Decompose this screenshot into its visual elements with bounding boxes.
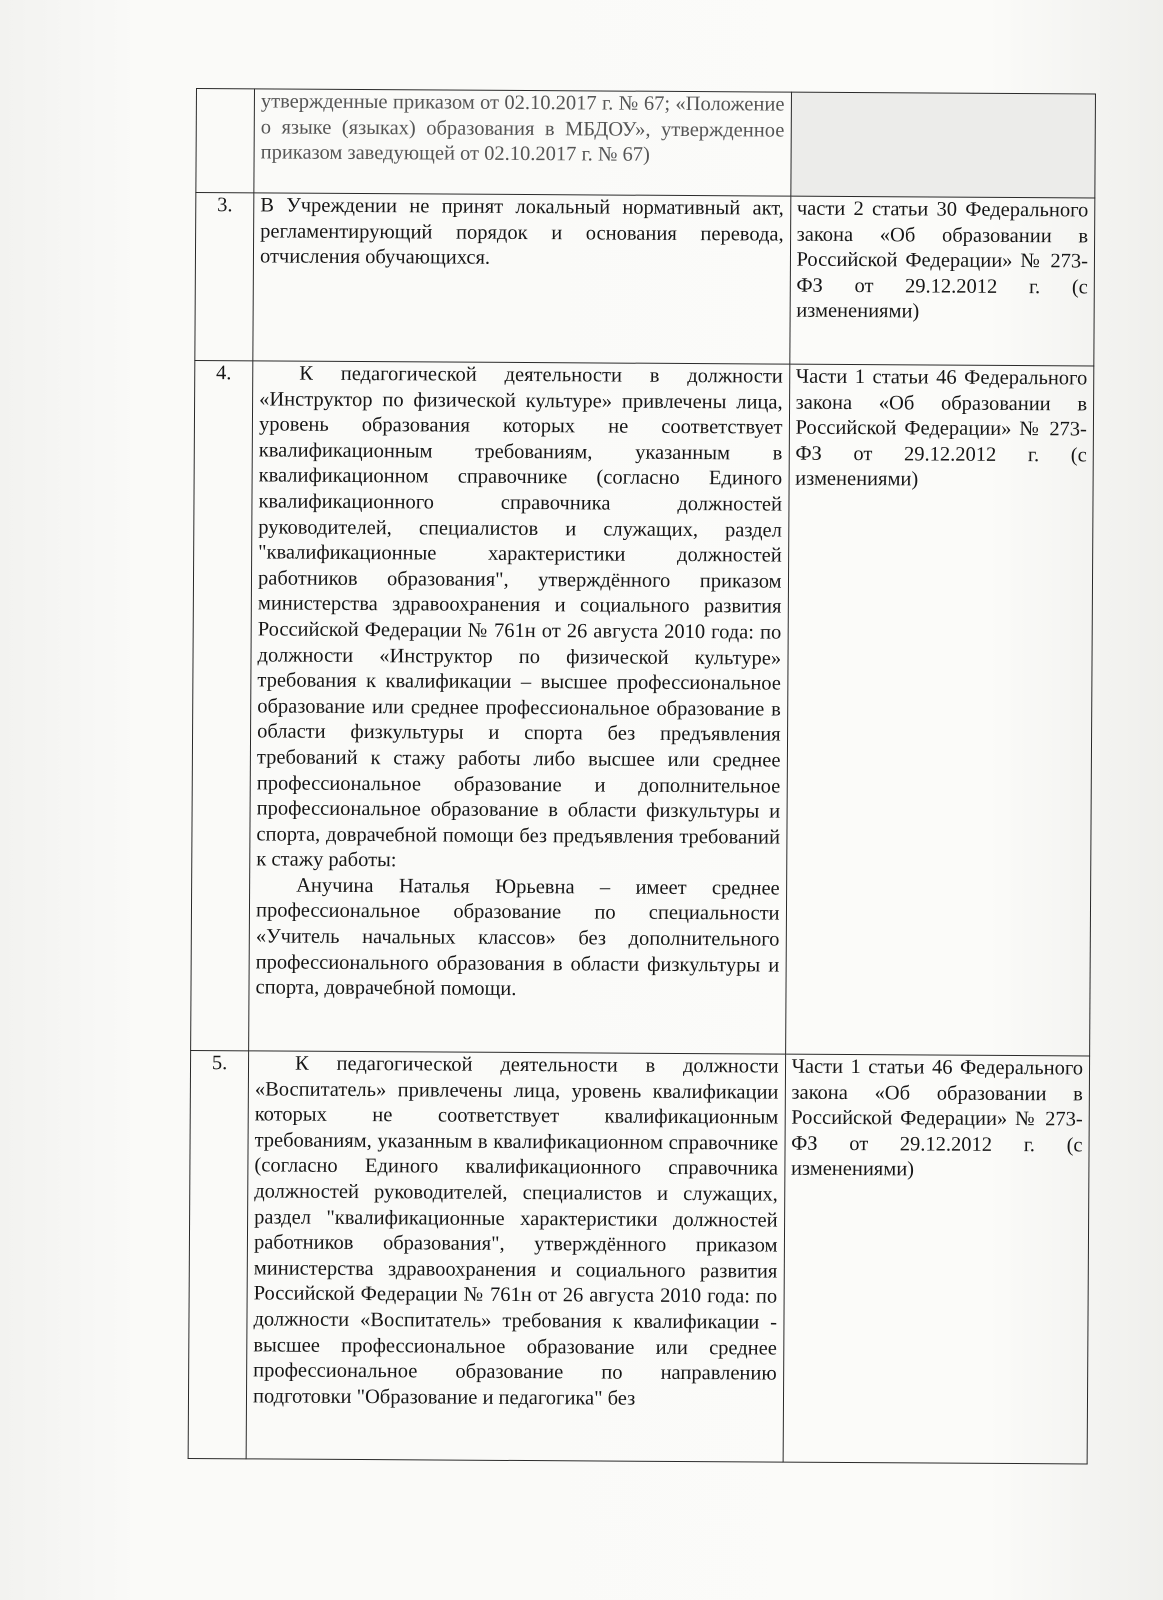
law-reference: части 2 статьи 30 Федерального закона «Об образовании в Российской Федерации» № 273-ФЗ от 29.12.2012 г. (с изменениями) [789, 196, 1094, 366]
row-number: 4. [191, 360, 253, 1050]
violation-text [246, 1051, 785, 1462]
law-reference: Части 1 статьи 46 Федерального закона «Об образовании в Российской Федерации» № 273-ФЗ от 29.12.2012 г. (с изменениями) [785, 364, 1094, 1056]
law-reference: Части 1 статьи 46 Федерального закона «Об образовании в Российской Федерации» № 273-ФЗ от 29.12.2012 г. (с изменениями) [783, 1054, 1090, 1464]
row-number: 5. [188, 1050, 249, 1458]
violation-text [249, 361, 790, 1054]
table-row [188, 1050, 1089, 1463]
violation-paragraph: К педагогической деятельности в должности «Инструктор по физической культуре» привлечены лица, уровень образования которых не соответствует квалификационным требованиям, указанным в квалификационном справочнике (согласно Единого квалификационного справочника должностей руководителей, специалистов и служащих, раздел "квалификационные характеристики должностей работников образования", утверждённого приказом министерства здравоохранения и социального развития Российской Федерации № 761н от 26 августа 2010 года: по должности «Инструктор по физической культуре» требования к квалификации – высшее профессиональное образование или среднее профессиональное образование в области физкультуры и спорта без предъявления требований к стажу работы либо высшее или среднее профессиональное образование и дополнительное профессиональное образование в области физкультуры и спорта, доврачебной помощи без предъявления требований к стажу работы: [256, 362, 783, 872]
violation-paragraph: К педагогической деятельности в должности «Воспитатель» привлечены лица, уровень квалификации которых не соответствует квалификационным требованиям, указанным в квалификационном справочнике (согласно Единого квалификационного справочника должностей руководителей, специалистов и служащих, раздел "квалификационные характеристики должностей работников образования", утверждённого приказом министерства здравоохранения и социального развития Российской Федерации № 761н от 26 августа 2010 года: по должности «Воспитатель» требования к квалификации - высшее профессиональное образование или среднее профессиональное образование по направлению подготовки "Образование и педагогика" без [252, 1052, 779, 1410]
table-row [191, 360, 1094, 1055]
violations-table [188, 88, 1096, 1464]
violation-paragraph: Анучина Наталья Юрьевна – имеет среднее профессиональное образование по специальности «Учитель начальных классов» без дополнительного профессионального образования в области физкультуры и спорта, доврачебной помощи. [255, 874, 780, 1001]
violation-text [254, 89, 791, 196]
table-row [195, 193, 1095, 366]
violation-paragraph: утвержденные приказом от 02.10.2017 г. № 67; «Положение о языке (языках) образования в МБДОУ», утвержденное приказом заведующей от 02.10.2017 г. № 67) [260, 90, 785, 166]
violation-text [253, 193, 791, 364]
row-number [196, 89, 255, 193]
table-row [196, 89, 1096, 198]
law-reference [790, 92, 1095, 198]
row-number: 3. [195, 193, 254, 361]
violation-paragraph: В Учреждении не принят локальный нормативный акт, регламентирующий порядок и основания перевода, отчисления обучающихся. [259, 194, 784, 269]
